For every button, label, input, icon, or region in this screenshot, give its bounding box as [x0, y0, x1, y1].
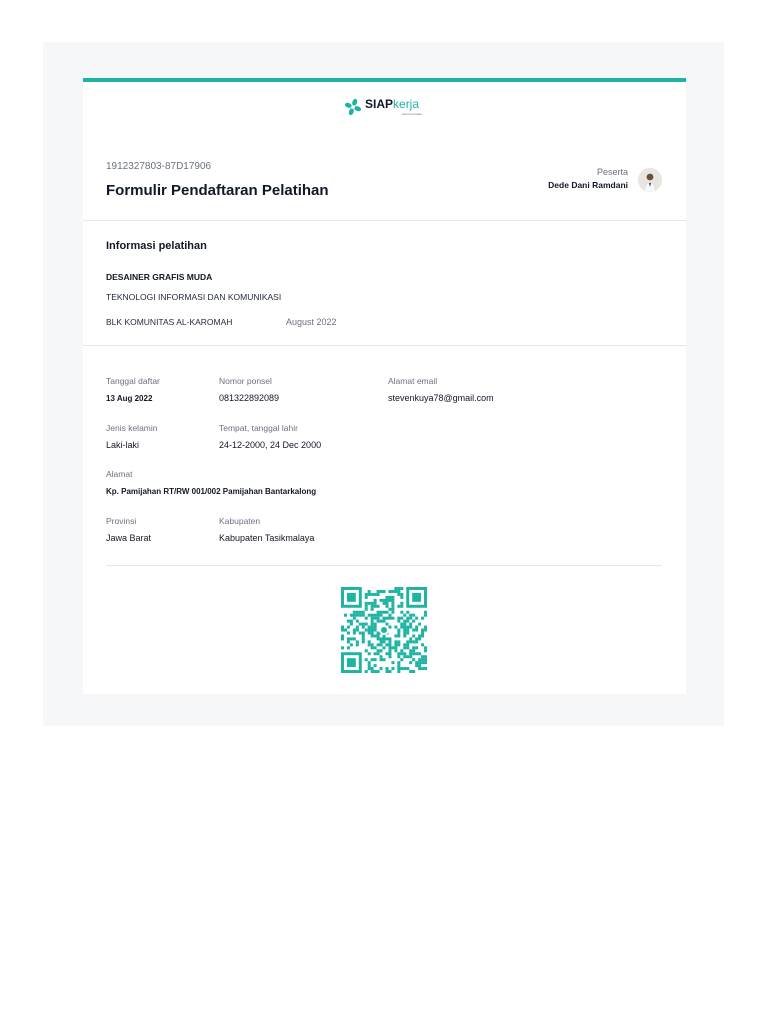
birth-value: 24-12-2000, 24 Dec 2000 [219, 440, 322, 450]
email-value: stevenkuya78@gmail.com [388, 393, 494, 403]
gender-label: Jenis kelamin [106, 423, 158, 433]
document-sheet [43, 42, 724, 726]
email-label: Alamat email [388, 376, 438, 386]
section-title-training: Informasi pelatihan [106, 240, 207, 252]
user-avatar-icon [638, 168, 662, 192]
regency-value: Kabupaten Tasikmalaya [219, 533, 315, 543]
training-program: DESAINER GRAFIS MUDA [106, 272, 213, 282]
participant-name: Dede Dani Ramdani [548, 180, 628, 190]
address-value: Kp. Pamijahan RT/RW 001/002 Pamijahan Bantarkalong [106, 487, 317, 496]
province-label: Provinsi [106, 516, 137, 526]
siapkerja-logo-icon [344, 98, 362, 116]
siapkerja-logo [344, 97, 423, 119]
phone-label: Nomor ponsel [219, 376, 272, 386]
training-period: August 2022 [286, 317, 337, 327]
logo-wordmark-light: kerja [393, 97, 420, 111]
registration-date-label: Tanggal daftar [106, 376, 160, 386]
logo-tagline: oleh Kemnaker [402, 112, 423, 116]
regency-label: Kabupaten [219, 516, 261, 526]
registration-card [83, 78, 686, 694]
gender-value: Laki-laki [106, 440, 140, 450]
logo-wordmark [365, 97, 419, 111]
qr-code-icon [341, 587, 427, 673]
logo-wordmark-bold: SIAP [365, 97, 394, 111]
training-institution: BLK KOMUNITAS AL-KAROMAH [106, 317, 233, 327]
participant-label: Peserta [596, 167, 628, 177]
details-divider [106, 565, 662, 566]
address-label: Alamat [106, 469, 133, 479]
page-title: Formulir Pendaftaran Pelatihan [106, 182, 329, 199]
training-divider [83, 345, 686, 346]
avatar [638, 168, 662, 192]
birth-label: Tempat, tanggal lahir [219, 423, 298, 433]
header-divider [83, 220, 686, 221]
province-value: Jawa Barat [106, 533, 152, 543]
registration-date-value: 13 Aug 2022 [106, 394, 153, 403]
registration-id: 1912327803-87D17906 [106, 161, 212, 172]
phone-value: 081322892089 [219, 393, 280, 403]
training-sector: TEKNOLOGI INFORMASI DAN KOMUNIKASI [106, 292, 282, 302]
